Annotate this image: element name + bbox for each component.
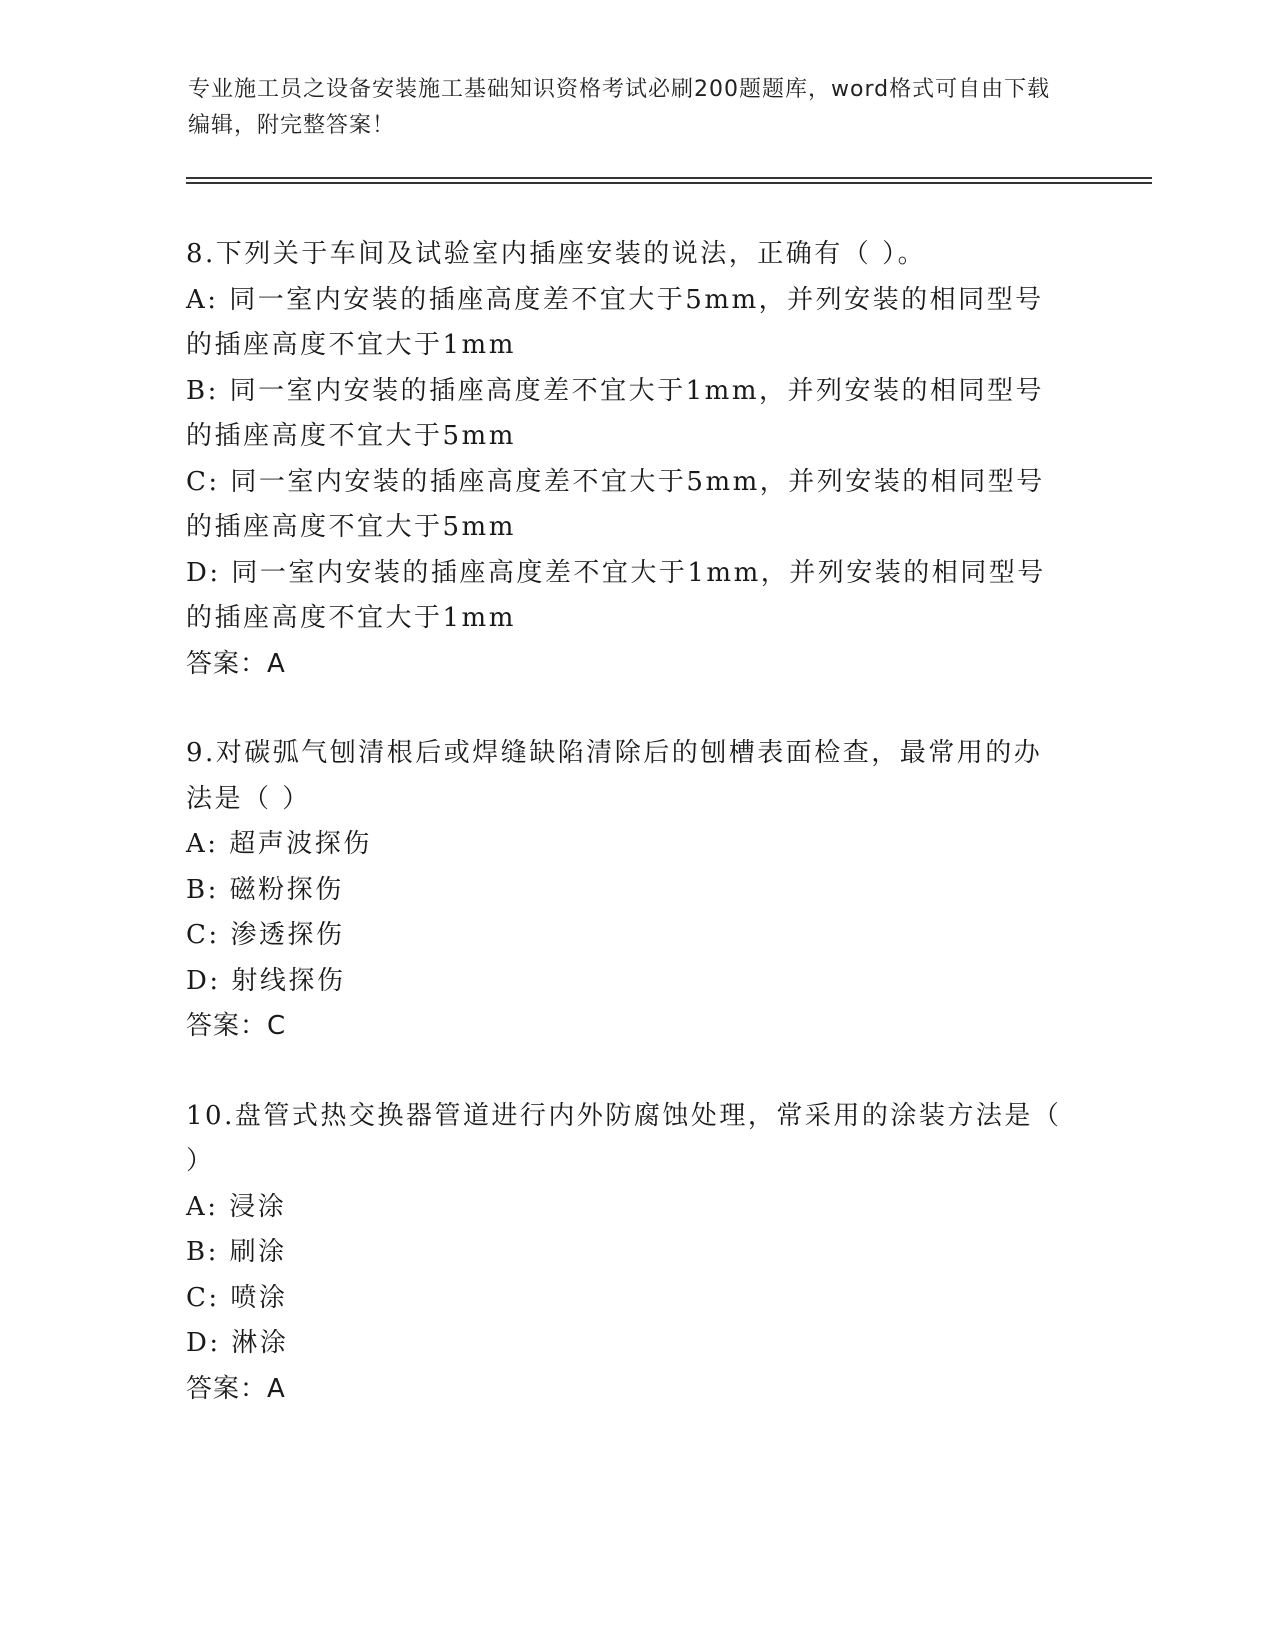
option-a: A: 同一室内安装的插座高度差不宜大于5mm，并列安装的相同型号的插座高度不宜大于1mm [186, 284, 1044, 360]
document-header [188, 72, 1068, 144]
option-a: A: 浸涂 [186, 1191, 287, 1222]
header-divider-top [186, 177, 1152, 179]
header-text: 专业施工员之设备安装施工基础知识资格考试必刷200题题库，word格式可自由下载编辑，附完整答案！ [188, 77, 1051, 138]
option-b: B: 刷涂 [186, 1237, 287, 1267]
option-c: C: 渗透探伤 [186, 920, 345, 950]
question-stem: 9.对碳弧气刨清根后或焊缝缺陷清除后的刨槽表面检查，最常用的办法是（ ） [186, 738, 1043, 814]
option-c: C: 同一室内安装的插座高度差不宜大于5mm，并列安装的相同型号的插座高度不宜大于5mm [186, 466, 1045, 542]
question-8 [186, 232, 1066, 687]
option-d: D: 射线探伤 [186, 965, 346, 996]
option-b: B: 磁粉探伤 [186, 874, 344, 905]
answer: 答案：A [186, 1373, 286, 1404]
option-d: D: 同一室内安装的插座高度差不宜大于1mm，并列安装的相同型号的插座高度不宜大于1mm [186, 557, 1046, 633]
answer: 答案：A [186, 648, 286, 679]
answer: 答案：C [186, 1011, 287, 1041]
question-10 [186, 1094, 1066, 1413]
option-c: C: 喷涂 [186, 1282, 288, 1313]
question-stem: 10.盘管式热交换器管道进行内外防腐蚀处理，常采用的涂装方法是（ ） [186, 1100, 1062, 1176]
question-9 [186, 731, 1066, 1050]
option-a: A: 超声波探伤 [186, 829, 372, 859]
header-divider-bottom [186, 182, 1152, 184]
option-d: D: 淋涂 [186, 1328, 289, 1358]
option-b: B: 同一室内安装的插座高度差不宜大于1mm，并列安装的相同型号的插座高度不宜大于5mm [186, 375, 1044, 451]
question-stem: 8.下列关于车间及试验室内插座安装的说法，正确有（ ）。 [186, 239, 927, 269]
question-list [186, 232, 1066, 1456]
